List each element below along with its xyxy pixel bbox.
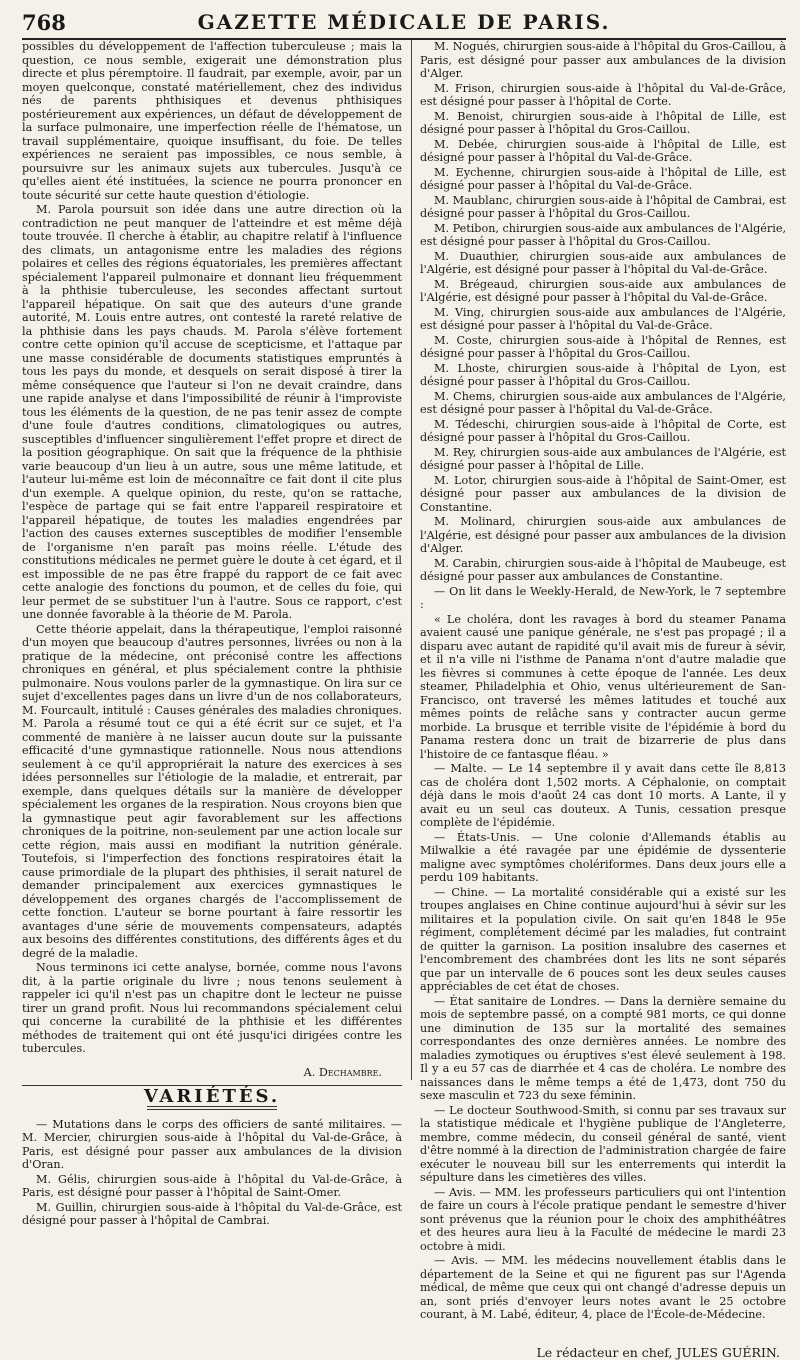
mutation-item: M. Gélis, chirurgien sous-aide à l'hôpital du Val-de-Grâce, à Paris, est désigné pour passer à l'hôpital de Saint-Omer.	[22, 1172, 402, 1199]
mutation-item: M. Debée, chirurgien sous-aide à l'hôpital de Lille, est désigné pour passer à l'hôpital du Val-de-Grâce.	[420, 137, 786, 164]
section-title-rule	[147, 1106, 277, 1110]
left-column	[22, 40, 402, 1229]
mutation-item: M. Molinard, chirurgien sous-aide aux ambulances de l'Algérie, est désigné pour passer aux ambulances de la division d'Alger.	[420, 515, 786, 555]
mutation-item: M. Frison, chirurgien sous-aide à l'hôpital du Val-de-Grâce, est désigné pour passer à l'hôpital de Corte.	[420, 81, 786, 108]
mutation-item: M. Coste, chirurgien sous-aide à l'hôpital de Rennes, est désigné pour passer à l'hôpital du Gros-Caillou.	[420, 333, 786, 360]
paragraph: Cette théorie appelait, dans la thérapeutique, l'emploi raisonné d'un moyen que beaucoup d'autres personnes, livrées ou non à la pratique de la médecine, ont préconisé contre les affections chroniques en général, et plus spécialement contre la phthisie pulmonaire. Nous voulons parler de la gymnastique. On lira sur ce sujet d'excellentes pages dans un livre d'un de nos collaborateurs, M. Fourcault, intitulé : Causes générales des maladies chroniques. M. Parola a résumé tout ce qui a été écrit sur ce sujet, et l'a commenté de manière à ne laisser aucun doute sur la puissante efficacité d'une gymnastique rationnelle. Nous nous attendions seulement à ce qu'il appropriérait la nature des exercices à ses idées personnelles sur l'étiologie de la maladie, et entrerait, par exemple, dans quelques détails sur la manière de développer spécialement les organes de la respiration. Nous croyons bien que la gymnastique peut agir favorablement sur les affections chroniques de la poitrine, non-seulement par une action locale sur cette région, mais aussi en modifiant la nutrition générale. Toutefois, si l'imperfection des fonctions respiratoires était la cause primordiale de la plupart des phthisies, il serait naturel de demander principalement aux exercices gymnastiques le développement des organes chargés de l'accomplissement de cette fonction. L'auteur se borne pourtant à faire ressortir les avantages d'une série de mouvements compensateurs, adaptés aux besoins des différentes constitutions, des différents âges et du degré de la maladie.	[22, 622, 402, 960]
section-title: VARIÉTÉS.	[143, 1086, 281, 1107]
mutation-item: M. Maublanc, chirurgien sous-aide à l'hôpital de Cambrai, est désigné pour passer à l'hôpital du Gros-Caillou.	[420, 193, 786, 220]
news-item: « Le choléra, dont les ravages à bord du steamer Panama avaient causé une panique générale, ne s'est pas propagé ; il a disparu avec autant de rapidité qu'il avait mis de fureur à sévir, et il n'a ville ni l'isthme de Panama n'ont d'autre maladie que les fièvres si communes à cette époque de l'année. Les deux steamer, Philadelphia et Ohio, venus ultérieurement de San-Francisco, ont traversé les mêmes latitudes et touché aux mêmes points de relâche sans y contracter aucun germe morbide. La brusque et terrible visite de l'épidémie à bord du Panama restera donc un trait de bizarrerie de plus dans l'histoire de ce fantasque fléau. »	[420, 612, 786, 761]
mutation-item: M. Duauthier, chirurgien sous-aide aux ambulances de l'Algérie, est désigné pour passer à l'hôpital du Val-de-Grâce.	[420, 249, 786, 276]
page-number: 768	[22, 10, 66, 35]
page-header	[22, 8, 786, 40]
news-item: — Malte. — Le 14 septembre il y avait dans cette île 8,813 cas de choléra dont 1,502 morts. A Céphalonie, on comptait déjà dans le mois d'août 24 cas dont 10 morts. A Lante, il y avait eu un seul cas douteux. A Tunis, cessation presque complète de l'épidémie.	[420, 762, 786, 829]
column-divider	[411, 40, 412, 1080]
news-item: — États-Unis. — Une colonie d'Allemands établis au Milwalkie a été ravagée par une épidémie de dyssenterie maligne avec symptômes cholériformes. Dans deux jours elle a perdu 109 habitants.	[420, 830, 786, 884]
mutation-item: M. Chems, chirurgien sous-aide aux ambulances de l'Algérie, est désigné pour passer à l'hôpital du Val-de-Grâce.	[420, 389, 786, 416]
news-item: — Avis. — MM. les professeurs particuliers qui ont l'intention de faire un cours à l'école pratique pendant le semestre d'hiver sont prévenus que la réunion pour le choix des amphithéâtres et des heures aura lieu à la Faculté de médecine le mardi 23 octobre à midi.	[420, 1185, 786, 1253]
news-item: — Le docteur Southwood-Smith, si connu par ses travaux sur la statistique médicale et l'hygiène publique de l'Angleterre, membre, comme médecin, du conseil général de santé, vient d'être nommé à la direction de l'administration chargée de faire exécuter le nouveau bill sur les enterrements qui interdit la sépulture dans les cimetières des villes.	[420, 1103, 786, 1184]
mutation-item: M. Benoist, chirurgien sous-aide à l'hôpital de Lille, est désigné pour passer à l'hôpital du Gros-Caillou.	[420, 109, 786, 136]
mutation-item: M. Ving, chirurgien sous-aide aux ambulances de l'Algérie, est désigné pour passer à l'hôpital du Val-de-Grâce.	[420, 305, 786, 332]
news-item: — État sanitaire de Londres. — Dans la dernière semaine du mois de septembre passé, on a compté 981 morts, ce qui donne une diminution de 135 sur la mortalité des semaines correspondantes des onze dernières années. Le nombre des maladies zymotiques ou éruptives s'est élevé seulement à 198. Il y a eu 57 cas de diarrhée et 4 cas de choléra. Le nombre des naissances dans le même temps a été de 1,473, dont 750 du sexe masculin et 723 du sexe féminin.	[420, 994, 786, 1102]
mutation-item: M. Petibon, chirurgien sous-aide aux ambulances de l'Algérie, est désigné pour passer à l'hôpital du Gros-Caillou.	[420, 221, 786, 248]
paragraph: Nous terminons ici cette analyse, bornée, comme nous l'avons dit, à la partie originale du livre ; nous tenons seulement à rappeler ici qu'il n'est pas un chapitre dont le lecteur ne puisse tirer un grand profit. Nous lui recommandons spécialement celui qui concerne la curabilité de la phthisie et les différentes méthodes de traitement qui ont été jusqu'ici dirigées contre les tubercules.	[22, 961, 402, 1055]
right-column	[420, 40, 786, 1359]
mutation-item: M. Tédeschi, chirurgien sous-aide à l'hôpital de Corte, est désigné pour passer à l'hôpital du Gros-Caillou.	[420, 417, 786, 444]
news-item: — Chine. — La mortalité considérable qui a existé sur les troupes anglaises en Chine continue aujourd'hui à sévir sur les militaires et la population civile. On sait qu'en 1848 le 95e régiment, complétement décimé par les maladies, fut contraint de quitter la garnison. La position insalubre des casernes et l'encombrement des chambrées dont les lits ne sont séparés que par un intervalle de 6 pouces sont les deux seules causes appréciables de cet état de choses.	[420, 885, 786, 993]
journal-title: GAZETTE MÉDICALE DE PARIS.	[197, 10, 611, 34]
news-item: — Avis. — MM. les médecins nouvellement établis dans le département de la Seine et qui ne figurent pas sur l'Agenda médical, de même que ceux qui ont changé d'adresse depuis un an, sont priés d'envoyer leurs notes avant le 25 octobre courant, à M. Labé, éditeur, 4, place de l'École-de-Médecine.	[420, 1254, 786, 1321]
mutation-item: M. Eychenne, chirurgien sous-aide à l'hôpital de Lille, est désigné pour passer à l'hôpital du Val-de-Grâce.	[420, 165, 786, 192]
paragraph: possibles du développement de l'affection tuberculeuse ; mais la question, ce nous semble, exigerait une démonstration plus directe et plus péremptoire. Il faudrait, par exemple, avoir, par un moyen quelconque, constaté matériellement, chez des individus nés de parents phthisiques et devenus phthisiques postérieurement aux expériences, un défaut de développement de la surface pulmonaire, une imperfection réelle de l'hématose, un travail supplémentaire, quoique insuffisant, du foie. De telles expériences ne seraient pas impossibles, ce nous semble, à poursuivre sur les animaux sujets aux tubercules. Jusqu'à ce qu'elles aient été instituées, la science ne pourra prononcer en toute sécurité sur cette haute question d'étiologie.	[22, 40, 402, 202]
editor-signature: Le rédacteur en chef, JULES GUÉRIN.	[536, 1344, 780, 1360]
mutation-item: M. Nogués, chirurgien sous-aide à l'hôpital du Gros-Caillou, à Paris, est désigné pour passer aux ambulances de la division d'Alger.	[420, 40, 786, 80]
mutation-item: M. Carabin, chirurgien sous-aide à l'hôpital de Maubeuge, est désigné pour passer aux ambulances de Constantine.	[420, 556, 787, 583]
mutation-item: M. Rey, chirurgien sous-aide aux ambulances de l'Algérie, est désigné pour passer à l'hôpital de Lille.	[420, 445, 786, 472]
paragraph: M. Parola poursuit son idée dans une autre direction où la contradiction ne peut manquer de l'atteindre et est même déjà toute trouvée. Il cherche à établir, au chapitre relatif à l'influence des climats, un antagonisme entre les maladies des régions polaires et celles des régions équatoriales, les premières affectant spécialement l'appareil pulmonaire et donnant lieu fréquemment à la phthisie tuberculeuse, les secondes affectant surtout l'appareil hépatique. On sait que des auteurs d'une grande autorité, M. Louis entre autres, ont contesté la rareté relative de la phthisie dans les pays chauds. M. Parola s'élève fortement contre cette opinion qu'il accuse de scepticisme, et l'attaque par une masse considérable de documents statistiques empruntés à tous les pays du monde, et desquels on serait disposé à tirer la même conséquence que l'auteur si l'on ne devait craindre, dans une rapide analyse et dans l'impossibilité de réunir à l'improviste tous les éléments de la question, de ne pas tenir assez de compte d'une foule d'autres conditions, climatologiques ou autres, susceptibles d'influencer singulièrement l'effet propre et direct de la position géographique. On sait que la fréquence de la phthisie varie beaucoup d'un lieu à un autre, sous une même latitude, et l'auteur lui-même est loin de méconnaître ce fait dont il cite plus d'un exemple. A quelque opinion, du reste, qu'on se rattache, l'espèce de partage qui se fait entre l'appareil respiratoire et l'appareil hépatique, de toutes les maladies engendrées par l'action des causes externes susceptibles de modifier l'ensemble de l'organisme n'en paraît pas moins réelle. L'étude des constitutions médicales ne permet guère le doute à cet égard, et il est impossible de ne pas être frappé du rapport de ce fait avec cette analogie des fonctions du poumon, et de celles du foie, qui leur permet de se substituer l'un à l'autre. Sous ce rapport, c'est une donnée favorable à la théorie de M. Parola.	[22, 203, 402, 621]
mutation-item: M. Lotor, chirurgien sous-aide à l'hôpital de Saint-Omer, est désigné pour passer aux ambulances de la division de Constantine.	[420, 473, 786, 514]
mutation-item: M. Lhoste, chirurgien sous-aide à l'hôpital de Lyon, est désigné pour passer à l'hôpital du Gros-Caillou.	[420, 361, 786, 388]
mutation-item: M. Guillin, chirurgien sous-aide à l'hôpital du Val-de-Grâce, est désigné pour passer à l'hôpital de Cambrai.	[22, 1200, 402, 1227]
news-item: — On lit dans le Weekly-Herald, de New-York, le 7 septembre :	[420, 584, 786, 611]
author-signature: A. Dechambre.	[303, 1065, 382, 1079]
mutation-item: M. Brégeaud, chirurgien sous-aide aux ambulances de l'Algérie, est désigné pour passer à l'hôpital du Val-de-Grâce.	[420, 277, 786, 304]
mutation-item: — Mutations dans le corps des officiers de santé militaires. — M. Mercier, chirurgien sous-aide à l'hôpital du Val-de-Grâce, à Paris, est désigné pour passer aux ambulances de la division d'Oran.	[22, 1117, 402, 1171]
